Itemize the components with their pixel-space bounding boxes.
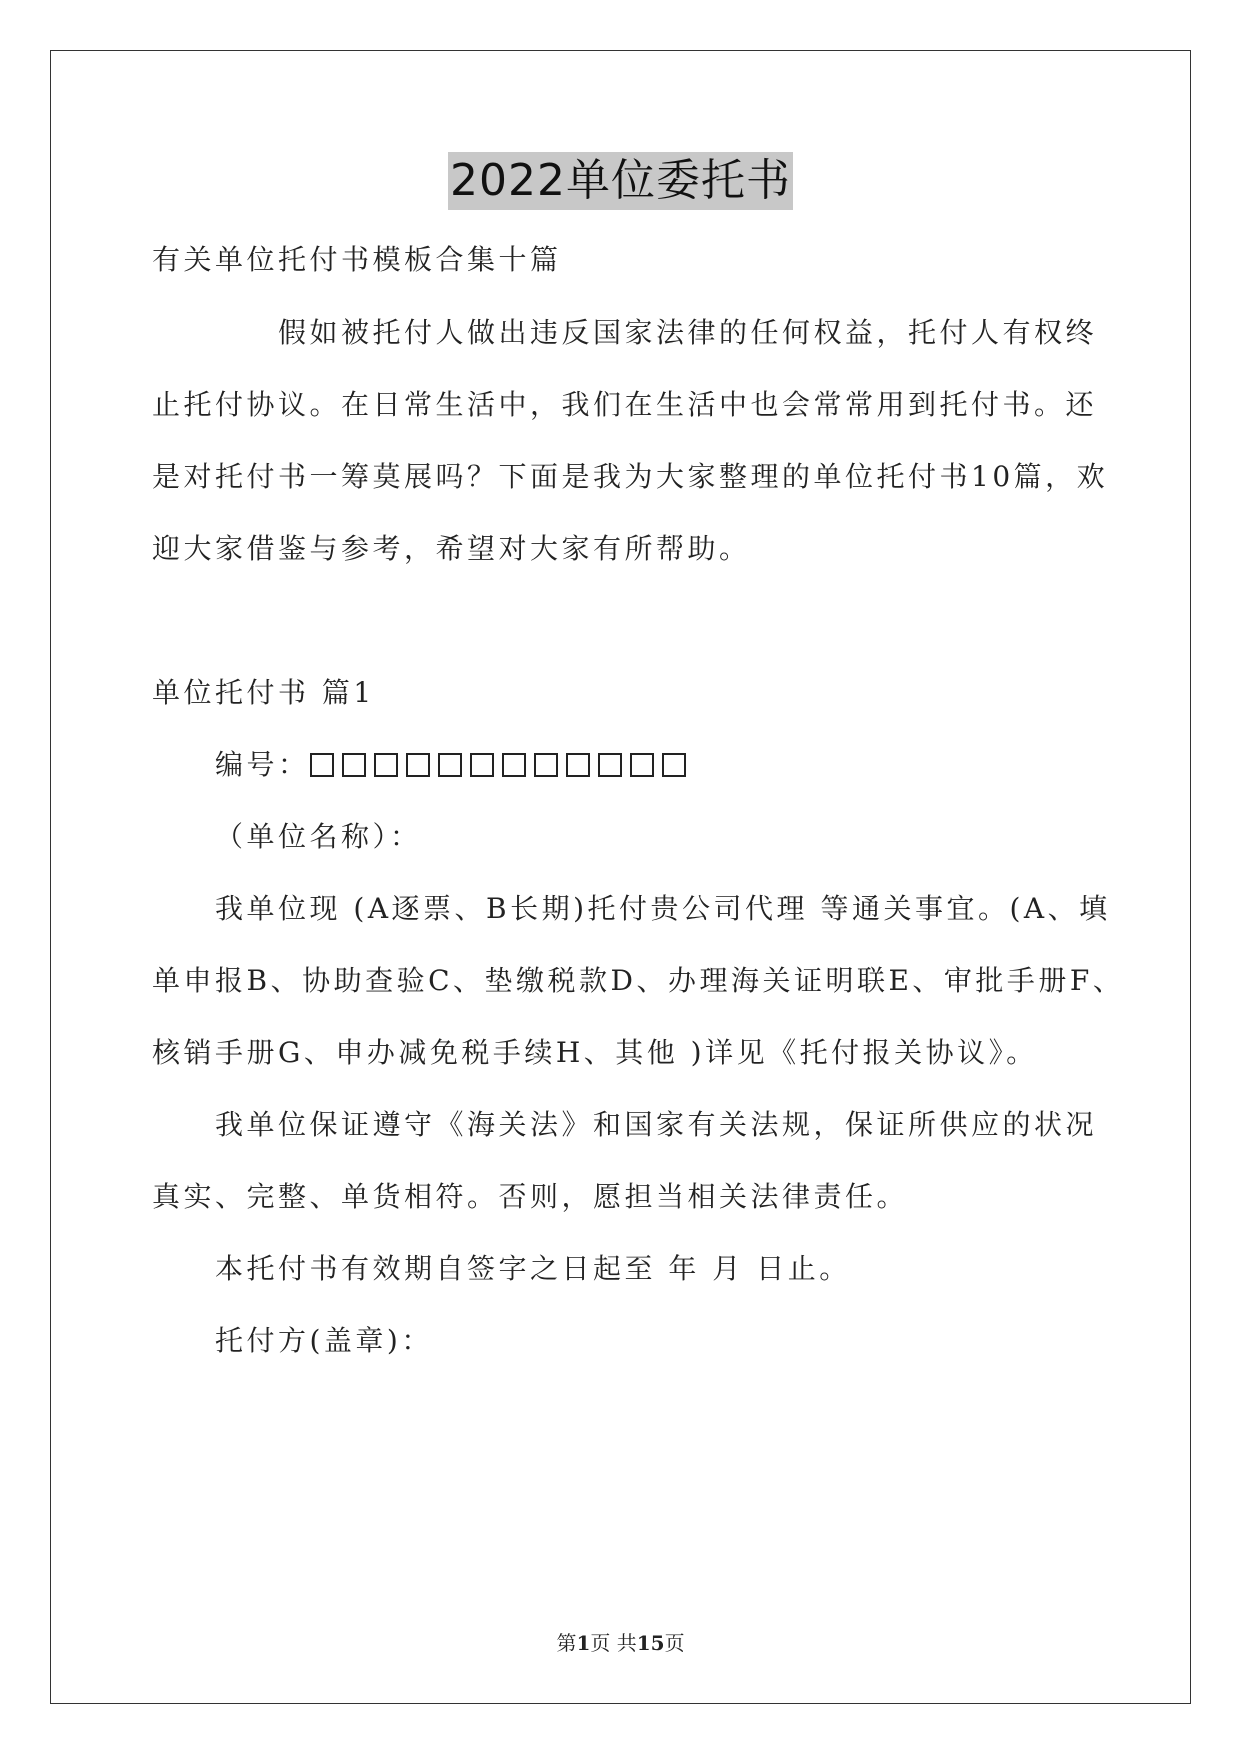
number-box	[470, 753, 494, 777]
number-box	[630, 753, 654, 777]
intro-line-1: 假如被托付人做出违反国家法律的任何权益，托付人有权终	[278, 316, 1098, 349]
number-box	[534, 753, 558, 777]
number-box	[374, 753, 398, 777]
number-boxes	[310, 748, 694, 781]
unit-name-line: （单位名称）：	[215, 820, 422, 853]
body-line-1: 我单位现 (A逐票、B长期)托付贵公司代理 等通关事宜。(A、填	[215, 892, 1111, 925]
number-box	[502, 753, 526, 777]
page-footer	[0, 1630, 1241, 1656]
footer-page-suffix: 页	[664, 1631, 685, 1655]
page-border	[50, 50, 1191, 1704]
footer-page-number: 1	[576, 1631, 591, 1655]
document-subtitle: 有关单位托付书模板合集十篇	[152, 243, 562, 276]
number-box	[662, 753, 686, 777]
number-box	[406, 753, 430, 777]
body-line-2: 单申报B、协助查验C、垫缴税款D、办理海关证明联E、审批手册F、	[152, 964, 1125, 997]
footer-page-prefix: 第	[556, 1631, 577, 1655]
body-line-4: 我单位保证遵守《海关法》和国家有关法规，保证所供应的状况	[215, 1108, 1098, 1141]
number-box	[310, 753, 334, 777]
footer-total-pages: 15	[636, 1631, 665, 1655]
body-line-3: 核销手册G、申办减免税手续H、其他 )详见《托付报关协议》。	[152, 1036, 1038, 1069]
document-title: 2022单位委托书	[448, 152, 793, 210]
body-line-6: 本托付书有效期自签字之日起至 年 月 日止。	[215, 1252, 851, 1285]
intro-line-2: 止托付协议。在日常生活中，我们在生活中也会常常用到托付书。还	[152, 388, 1098, 421]
intro-line-4: 迎大家借鉴与参考，希望对大家有所帮助。	[152, 532, 751, 565]
number-label: 编号：	[215, 748, 310, 781]
number-box	[438, 753, 462, 777]
number-box	[566, 753, 590, 777]
number-field	[215, 745, 694, 785]
number-box	[342, 753, 366, 777]
footer-page-mid: 页 共	[590, 1631, 637, 1655]
body-line-7: 托付方(盖章)：	[215, 1324, 433, 1357]
intro-line-3: 是对托付书一筹莫展吗？下面是我为大家整理的单位托付书10篇，欢	[152, 460, 1109, 493]
section-heading: 单位托付书 篇1	[152, 676, 375, 709]
number-box	[598, 753, 622, 777]
title-container	[0, 152, 1241, 210]
body-line-5: 真实、完整、单货相符。否则，愿担当相关法律责任。	[152, 1180, 909, 1213]
